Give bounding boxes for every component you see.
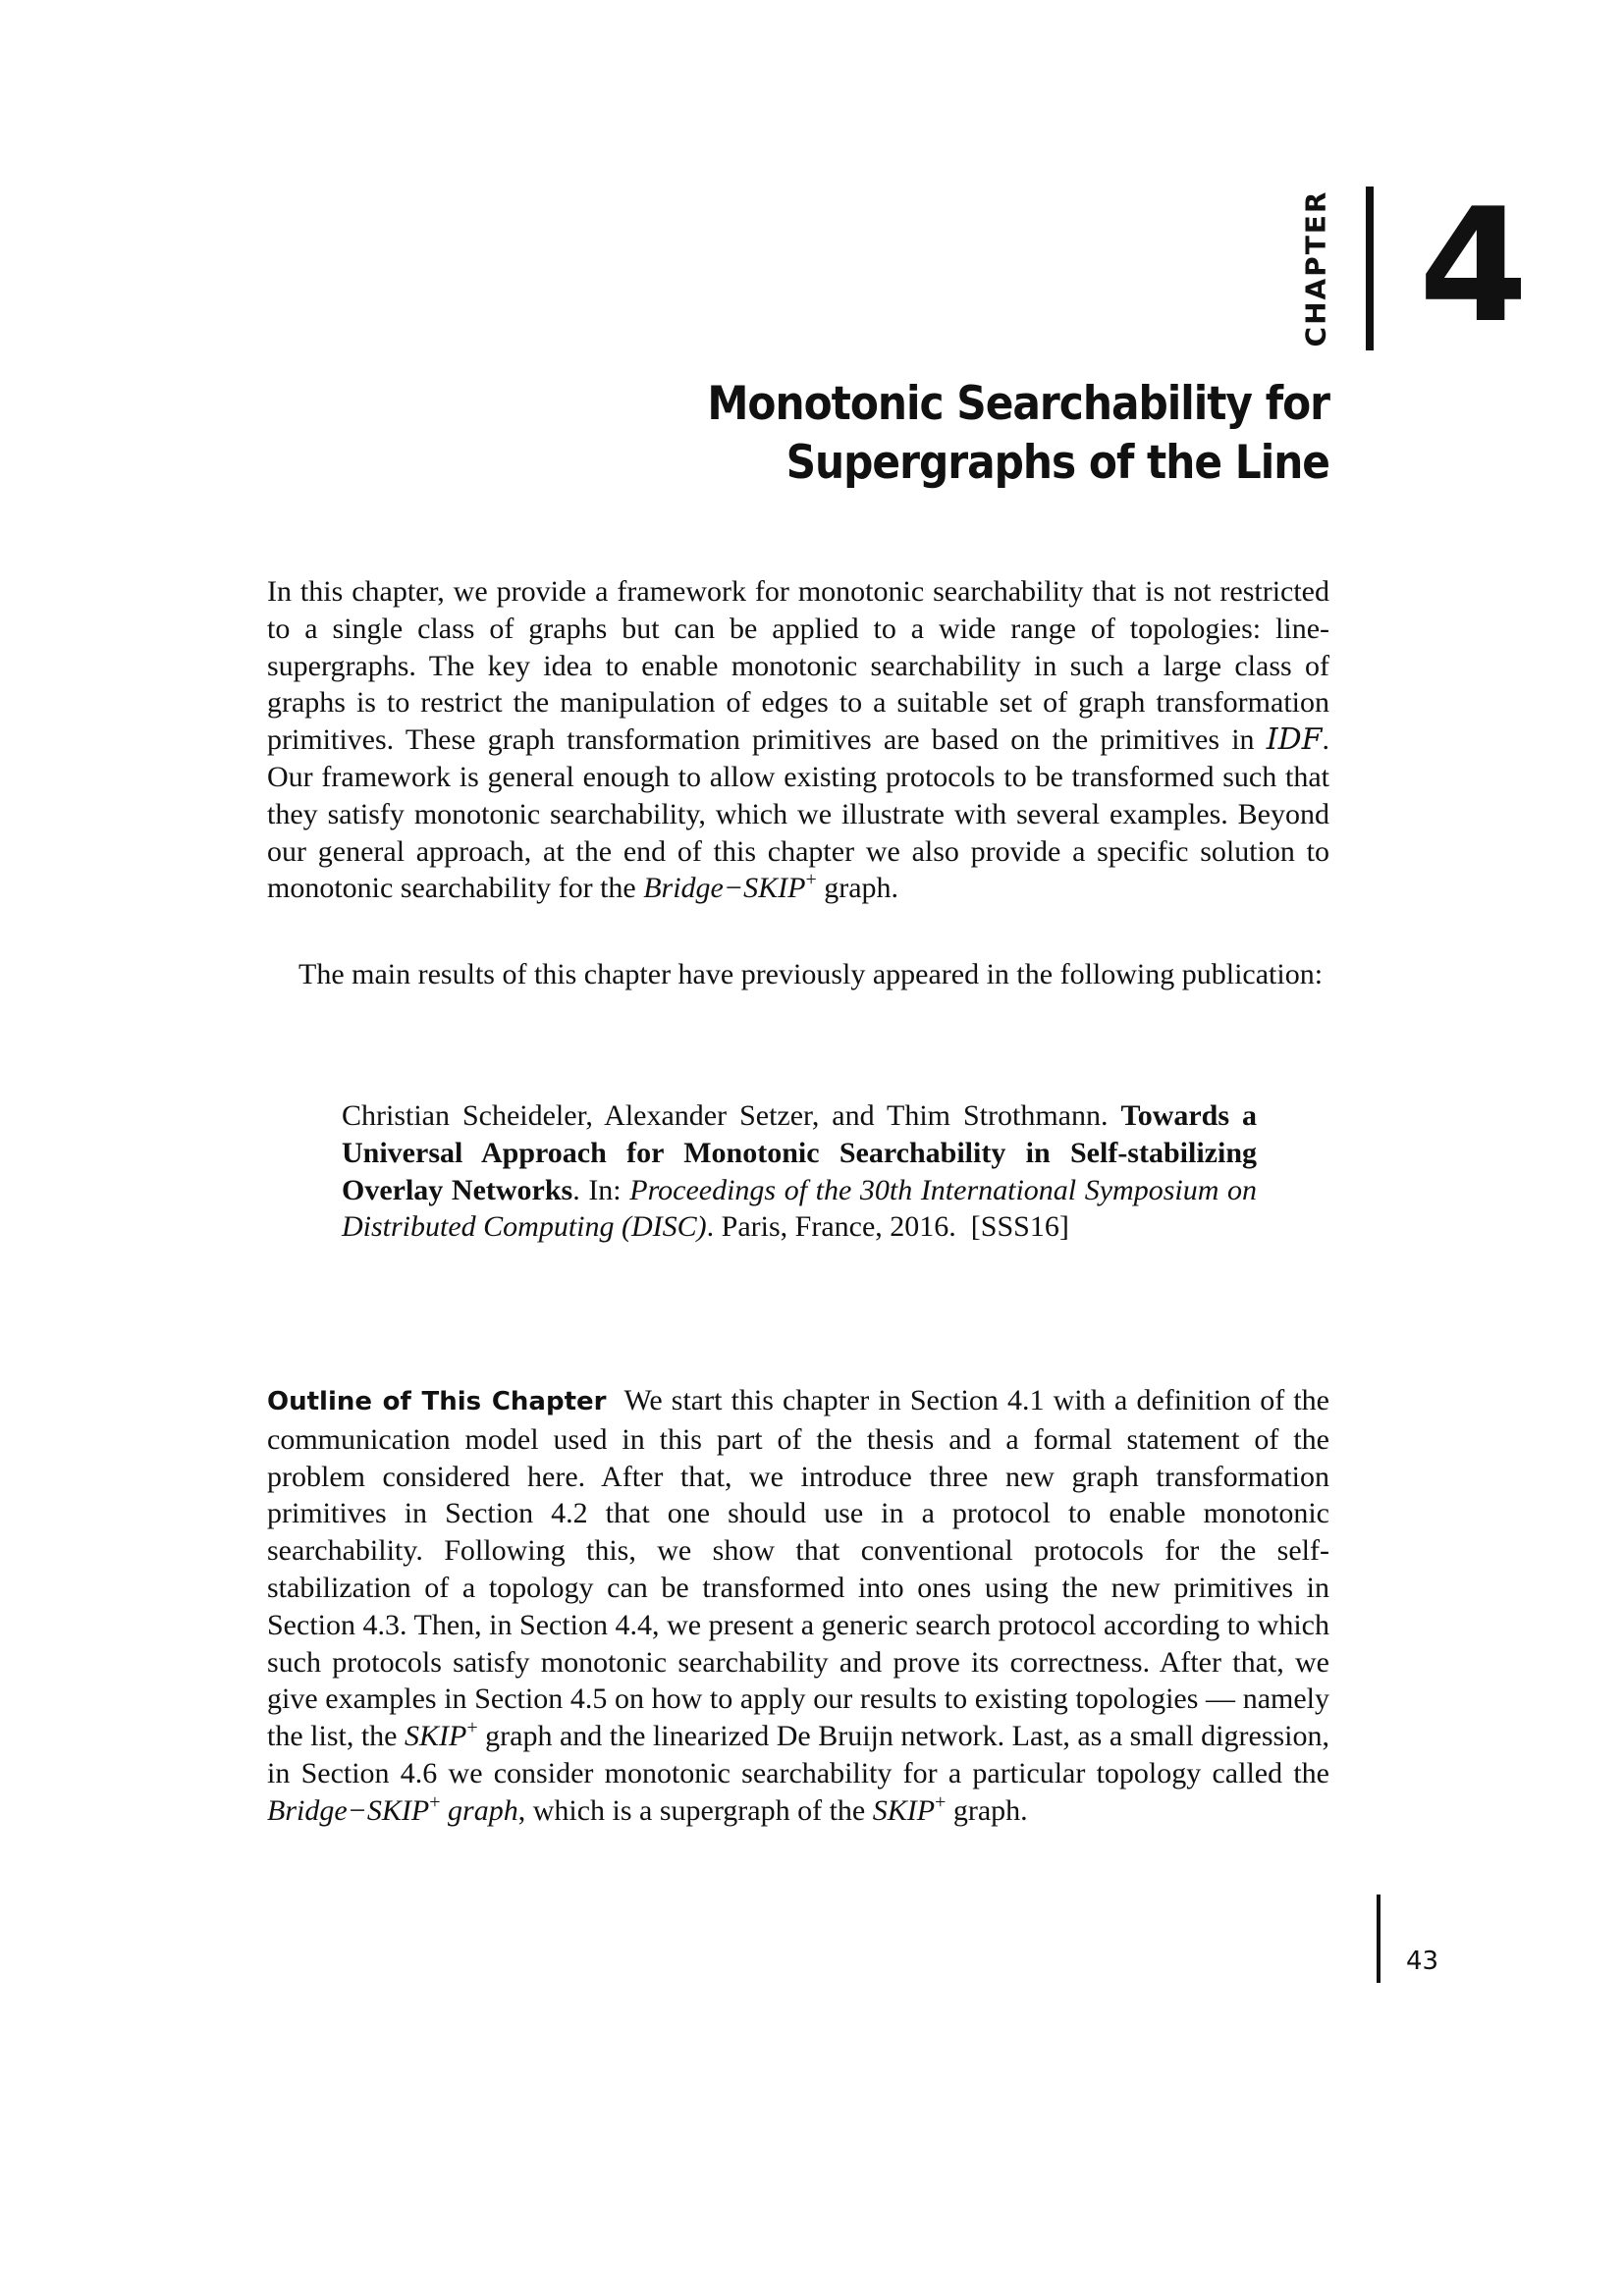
outline-paragraph: [267, 1382, 1329, 1830]
bridge-skip-symbol: Bridge−SKIP: [643, 872, 806, 905]
superscript-plus: +: [805, 869, 817, 891]
citation-location: . Paris, France, 2016.: [706, 1210, 956, 1244]
chapter-label: CHAPTER: [1299, 189, 1332, 347]
idf-symbol: IDF: [1266, 722, 1323, 758]
chapter-divider: [1366, 187, 1374, 350]
intro-paragraph: [267, 573, 1329, 907]
skip-symbol: SKIP: [872, 1793, 936, 1827]
citation-authors: Christian Scheideler, Alexander Setzer, and Thim Strothmann.: [342, 1099, 1121, 1132]
superscript-plus: +: [466, 1717, 478, 1739]
superscript-plus: +: [429, 1790, 441, 1813]
chapter-title-line2: Supergraphs of the Line: [785, 436, 1329, 490]
bridge-skip-symbol: Bridge−SKIP: [267, 1793, 430, 1827]
citation-key[interactable]: [SSS16]: [970, 1210, 1069, 1244]
intro-text: . Our framework is general enough to allow existing protocols to be transformed such that they satisfy monotonic searchability, which we illustrate with several examples. Beyond our general approach, at the end of this chapter we also provide a specific solution to monotonic searchability for the: [267, 723, 1329, 905]
citation-venue: Proceedings of the 30th International Symposium on Distributed Computing (DISC): [342, 1173, 1257, 1244]
superscript-plus: +: [935, 1790, 947, 1813]
intro-text: graph.: [816, 872, 899, 905]
chapter-title-line1: Monotonic Searchability for: [707, 377, 1329, 431]
page-number: 43: [1406, 1947, 1439, 1976]
outline-text: graph.: [946, 1793, 1028, 1827]
citation-title: Towards a Universal Approach for Monotonic Searchability in Self-stabilizing Overlay Networks: [342, 1099, 1257, 1206]
outline-text: graph and the linearized De Bruijn network. Last, as a small digression, in Section 4.6 we consider monotonic searchability for a particular topology called the: [267, 1720, 1329, 1789]
citation-in: . In:: [572, 1173, 630, 1206]
outline-heading: Outline of This Chapter: [267, 1387, 607, 1416]
outline-text: , which is a supergraph of the: [517, 1793, 873, 1827]
chapter-title: [583, 375, 1329, 493]
chapter-number: 4: [1419, 174, 1525, 357]
page-number-divider: [1377, 1895, 1380, 1983]
outline-text: We start this chapter in Section 4.1 with a definition of the communication model used in this part of the thesis and a formal statement of the problem considered here. After that, we introduce three new graph transformation primitives in Section 4.2 that one should use in a protocol to enable monotonic searchability. Following this, we show that conventional protocols for the self-stabilization of a topology can be transformed into ones using the new primitives in Section 4.3. Then, in Section 4.4, we present a generic search protocol according to which such protocols satisfy monotonic searchability and prove its correctness. After that, we give examples in Section 4.5 on how to apply our results to existing topologies — namely the list, the: [267, 1384, 1329, 1753]
citation: [342, 1097, 1257, 1246]
graph-word: graph: [440, 1793, 518, 1827]
intro-text: In this chapter, we provide a framework for monotonic searchability that is not restricted to a single class of graphs but can be applied to a wide range of topologies: line-supergraphs. The key idea to enable monotonic searchability in such a large class of graphs is to restrict the manipulation of edges to a suitable set of graph transformation primitives. These graph transformation primitives are based on the primitives in: [267, 575, 1329, 757]
publication-note: The main results of this chapter have previously appeared in the following publication:: [298, 958, 1324, 990]
skip-symbol: SKIP: [405, 1720, 467, 1753]
